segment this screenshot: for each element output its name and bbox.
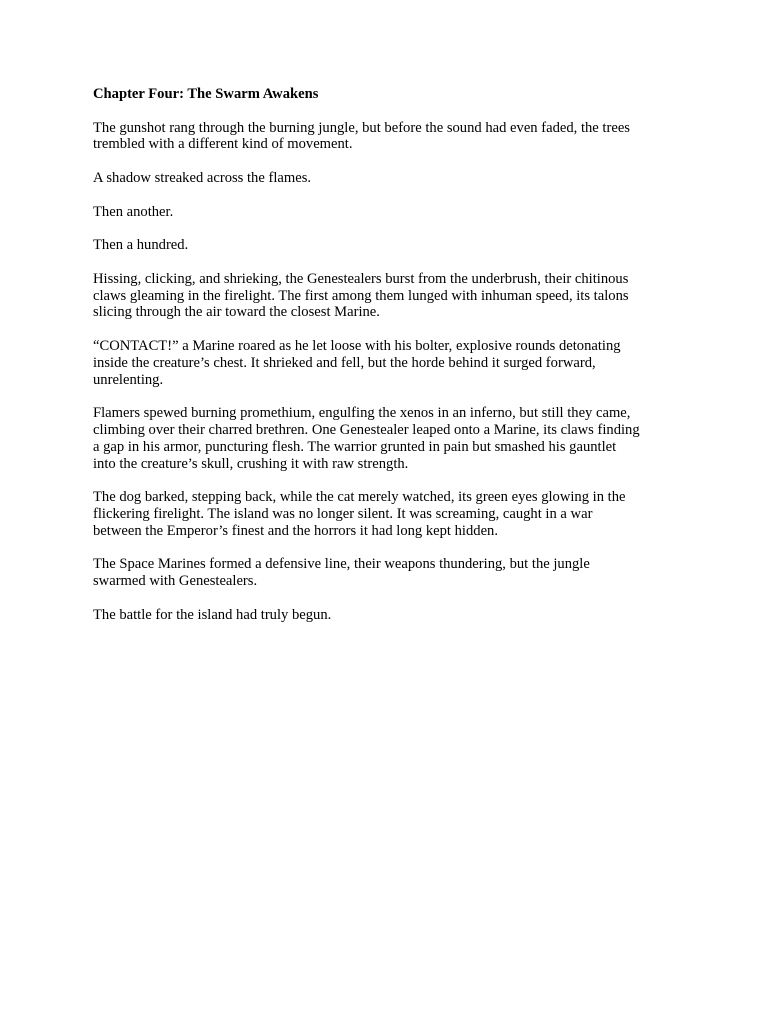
paragraph-line: climbing over their charred brethren. One Genestealer leaped onto a Marine, its claws finding <box>93 421 640 438</box>
paragraph-line: Hissing, clicking, and shrieking, the Genestealers burst from the underbrush, their chitinous <box>93 270 629 287</box>
paragraph-2 <box>93 170 678 187</box>
paragraph-line: The dog barked, stepping back, while the cat merely watched, its green eyes glowing in the <box>93 489 626 506</box>
paragraph-1 <box>93 120 678 154</box>
paragraph-line: inside the creature’s chest. It shrieked and fell, but the horde behind it surged forward, <box>93 354 596 371</box>
paragraph-line: A shadow streaked across the flames. <box>93 169 312 186</box>
paragraph-line: The battle for the island had truly begun. <box>93 606 332 623</box>
paragraph-5 <box>93 271 678 321</box>
paragraph-line: The Space Marines formed a defensive line, their weapons thundering, but the jungle <box>93 556 590 573</box>
paragraph-line: flickering firelight. The island was no longer silent. It was screaming, caught in a war <box>93 505 593 522</box>
paragraph-8 <box>93 489 678 539</box>
paragraph-line: into the creature’s skull, crushing it with raw strength. <box>93 455 409 472</box>
paragraph-line: Then a hundred. <box>93 237 189 254</box>
paragraph-line: Flamers spewed burning promethium, engulfing the xenos in an inferno, but still they came, <box>93 405 631 422</box>
paragraph-4 <box>93 237 678 254</box>
paragraph-line: a gap in his armor, puncturing flesh. The warrior grunted in pain but smashed his gauntlet <box>93 438 617 455</box>
paragraph-line: claws gleaming in the firelight. The first among them lunged with inhuman speed, its talons <box>93 287 629 304</box>
paragraph-line: Then another. <box>93 203 174 220</box>
chapter-title: Chapter Four: The Swarm Awakens <box>93 86 319 102</box>
paragraph-line: slicing through the air toward the closest Marine. <box>93 304 380 321</box>
paragraph-7 <box>93 405 678 472</box>
paragraph-10 <box>93 607 678 624</box>
paragraph-6 <box>93 338 678 388</box>
paragraph-line: “CONTACT!” a Marine roared as he let loose with his bolter, explosive rounds detonating <box>93 337 621 354</box>
paragraph-3 <box>93 204 678 221</box>
paragraph-line: trembled with a different kind of movement. <box>93 136 353 153</box>
paragraph-line: The gunshot rang through the burning jungle, but before the sound had even faded, the trees <box>93 119 630 136</box>
paragraph-9 <box>93 556 678 590</box>
paragraph-line: swarmed with Genestealers. <box>93 573 258 590</box>
paragraph-line: between the Emperor’s finest and the horrors it had long kept hidden. <box>93 522 499 539</box>
paragraph-line: unrelenting. <box>93 371 164 388</box>
